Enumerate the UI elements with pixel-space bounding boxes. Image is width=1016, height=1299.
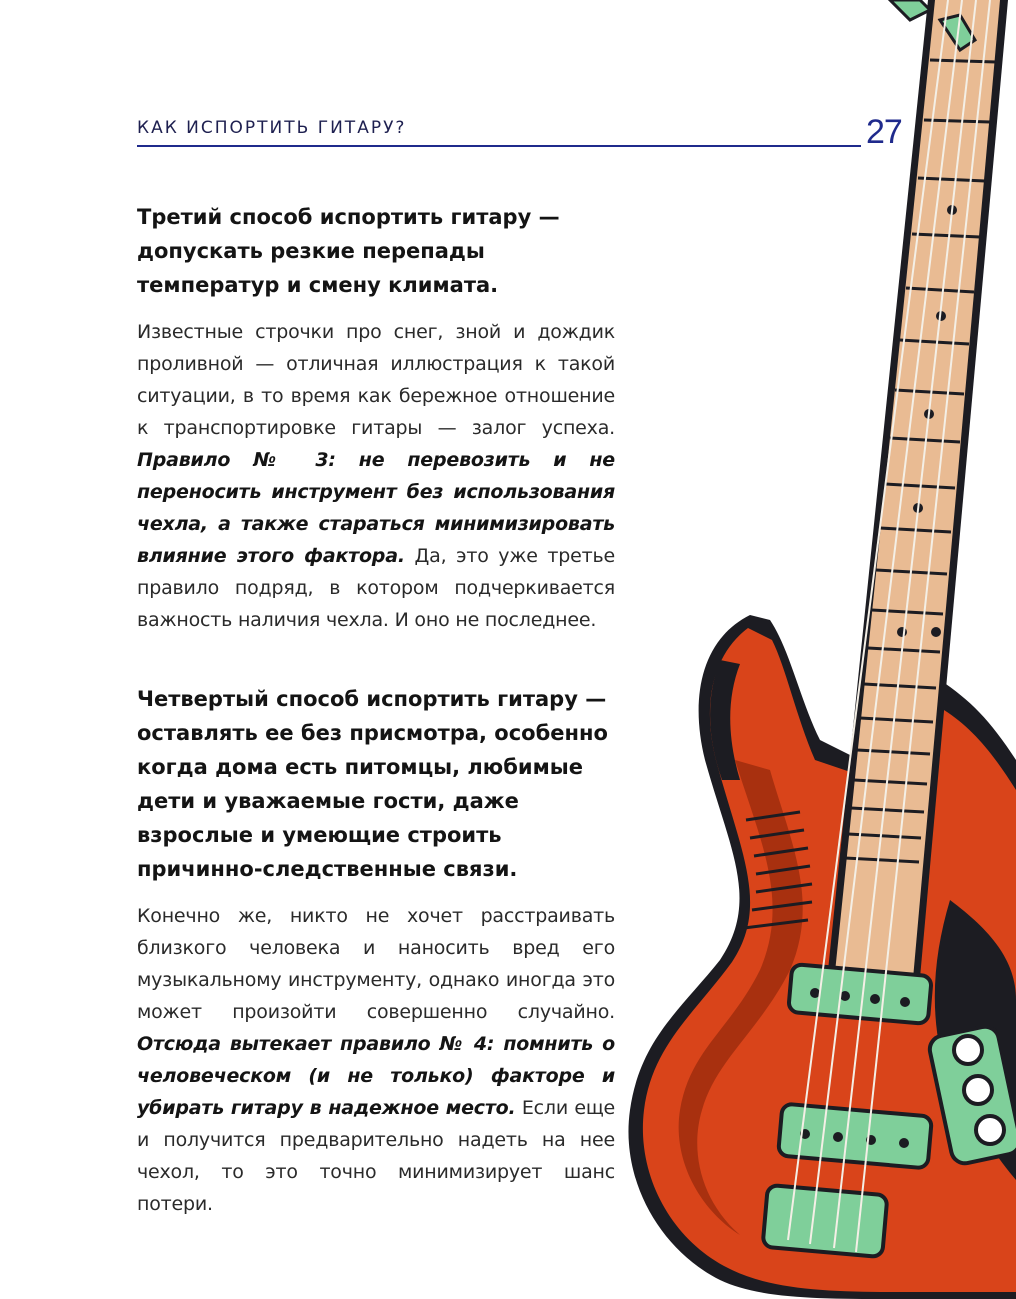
paragraph-4-start: Конечно же, никто не хочет расстраивать близкого человека и наносить вред его музыкальному инструменту, однако иногда это может произойти совершенно случайно. [137,905,615,1023]
running-title: КАК ИСПОРТИТЬ ГИТАРУ? [137,118,407,138]
paragraph-4-end: Если еще и получится предварительно надеть на нее чехол, то это точно минимизирует шанс потери. [137,1097,616,1215]
paragraph-3 [137,316,615,636]
paragraph-4 [137,900,615,1220]
rule-3: Правило № 3: не перевозить и не переносить инструмент без использования чехла, а также стараться минимизировать влияние этого фактора. [137,449,615,567]
section-heading-4: Четвертый способ испортить гитару — оставлять ее без присмотра, особенно когда дома есть питомцы, любимые дети и уважаемые гости, даже взрослые и умеющие строить причинно-следственные связи. [137,687,608,881]
paragraph-3-end: Да, это уже третье правило подряд, в котором подчеркивается важность наличия чехла. И оно не последнее. [137,545,615,631]
paragraph-3-start: Известные строчки про снег, зной и дождик проливной — отличная иллюстрация к такой ситуации, в то время как бережное отношение к транспортировке гитары — залог успеха. [137,321,615,439]
section-heading-3: Третий способ испортить гитару — допускать резкие перепады температур и смену климата. [137,205,560,297]
rule-4: Отсюда вытекает правило № 4: помнить о человеческом (и не только) факторе и убирать гитару в надежное место. [137,1033,615,1119]
text-column [137,200,615,1220]
page-number: 27 [866,113,902,151]
